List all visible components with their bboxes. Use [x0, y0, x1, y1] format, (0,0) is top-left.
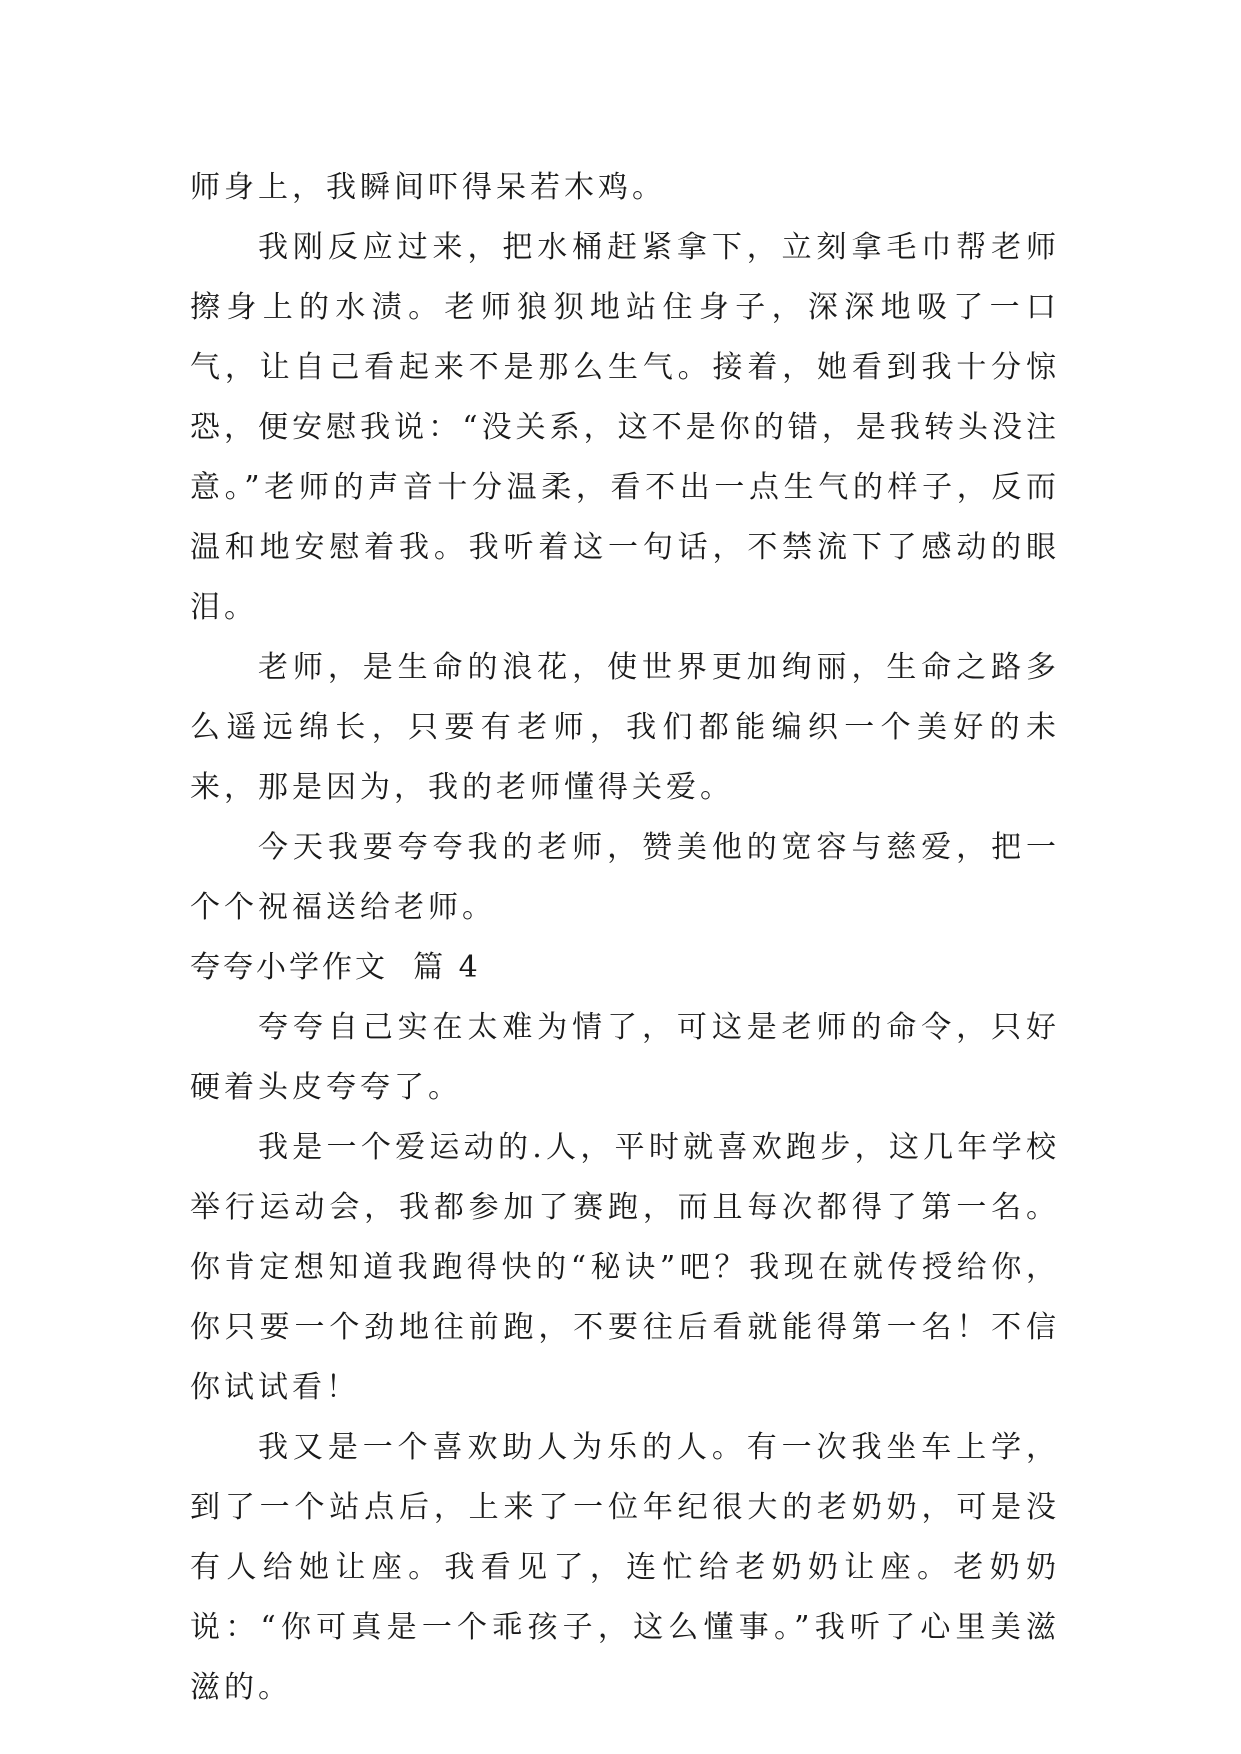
paragraph: 我刚反应过来，把水桶赶紧拿下，立刻拿毛巾帮老师擦身上的水渍。老师狼狈地站住身子，深深地吸了一口气，让自己看起来不是那么生气。接着，她看到我十分惊恐，便安慰我说：“没关系，这不是你的错，是我转头没注意。”老师的声音十分温柔，看不出一点生气的样子，反而温和地安慰着我。我听着这一句话，不禁流下了感动的眼泪。: [190, 230, 1060, 625]
paragraph: 我又是一个喜欢助人为乐的人。有一次我坐车上学，到了一个站点后，上来了一位年纪很大的老奶奶，可是没有人给她让座。我看见了，连忙给老奶奶让座。老奶奶说：“你可真是一个乖孩子，这么懂事。”我听了心里美滋滋的。: [190, 1430, 1060, 1705]
paragraph: 今天我要夸夸我的老师，赞美他的宽容与慈爱，把一个个祝福送给老师。: [190, 830, 1060, 925]
document-body: [190, 158, 1060, 1718]
section-heading: 夸夸小学作文 篇 4: [190, 950, 481, 985]
paragraph: 老师，是生命的浪花，使世界更加绚丽，生命之路多么遥远绵长，只要有老师，我们都能编织一个美好的未来，那是因为，我的老师懂得关爱。: [190, 650, 1060, 805]
paragraph: 夸夸自己实在太难为情了，可这是老师的命令，只好硬着头皮夸夸了。: [190, 1010, 1060, 1105]
paragraph: 我是一个爱运动的.人，平时就喜欢跑步，这几年学校举行运动会，我都参加了赛跑，而且每次都得了第一名。你肯定想知道我跑得快的“秘诀”吧？我现在就传授给你，你只要一个劲地往前跑，不要往后看就能得第一名！不信你试试看！: [190, 1130, 1060, 1405]
paragraph-continuation: 师身上，我瞬间吓得呆若木鸡。: [190, 170, 666, 205]
